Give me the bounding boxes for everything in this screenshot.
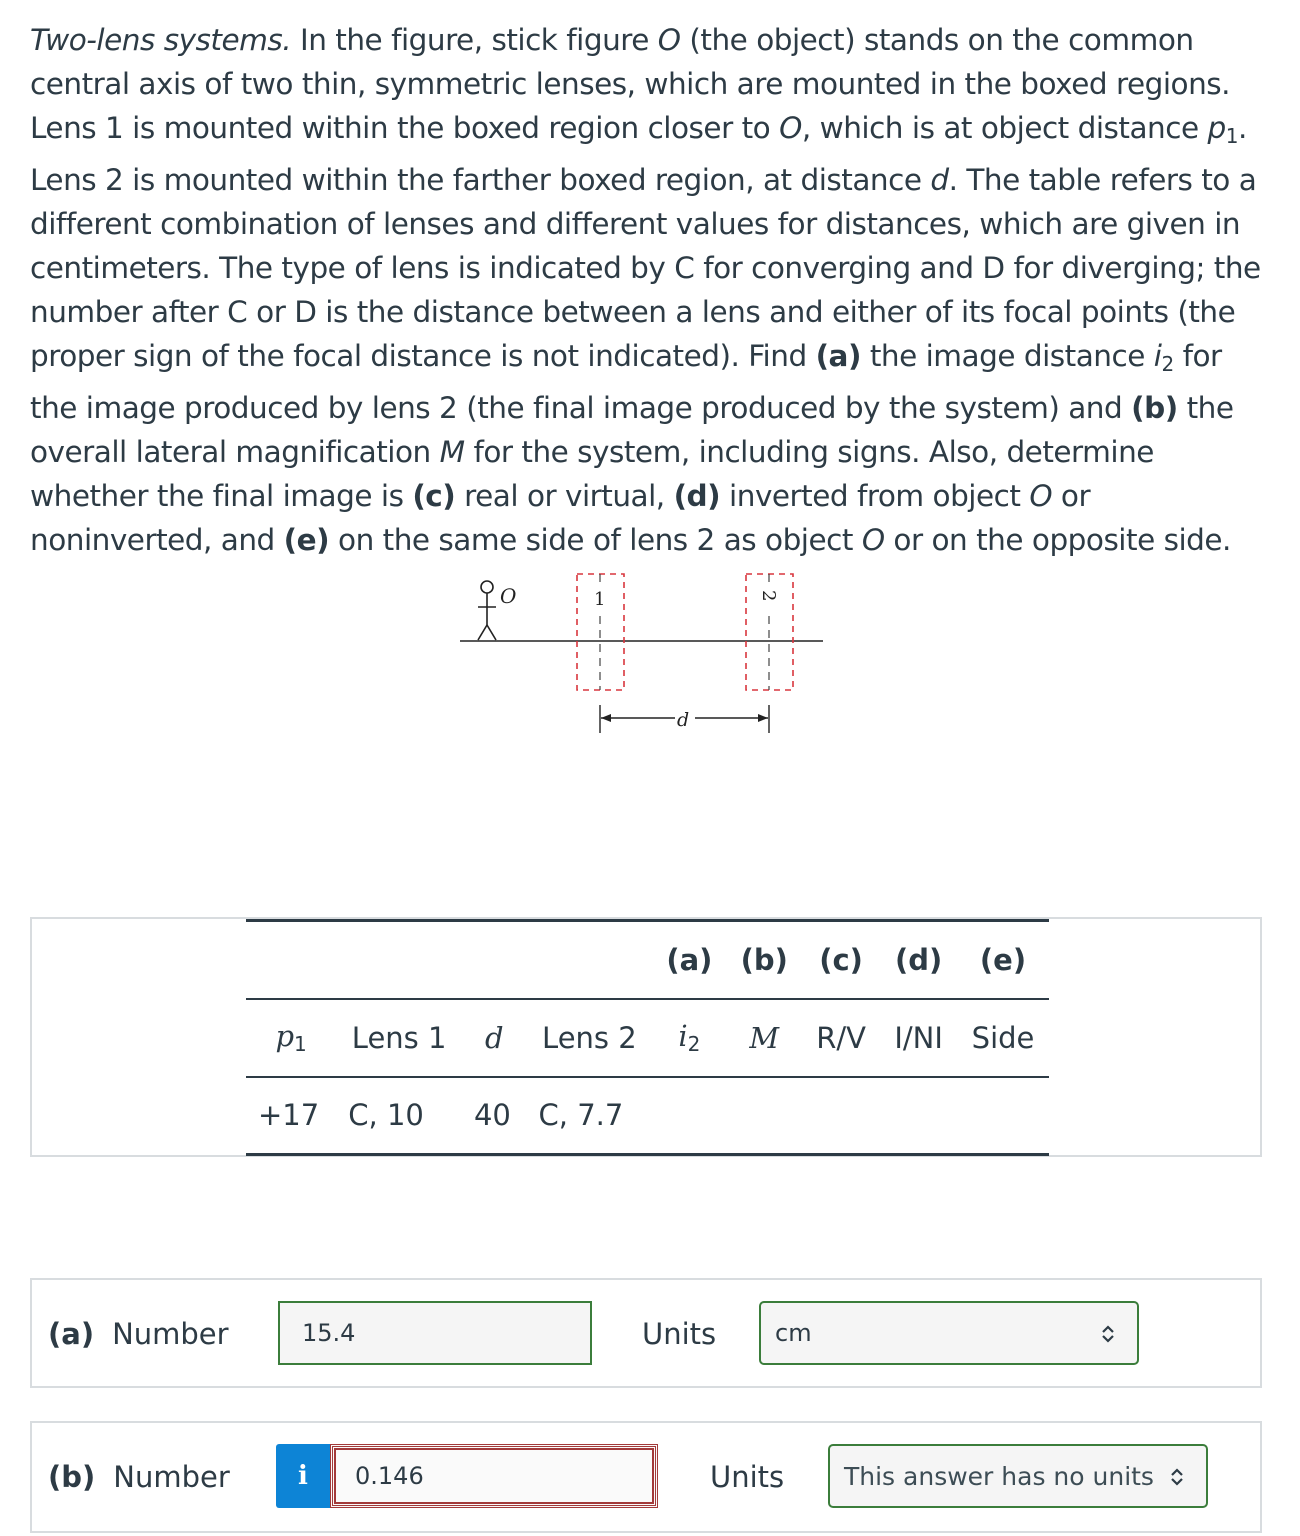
part-a-header: (a): [666, 942, 713, 977]
answer-a-units-value: cm: [775, 1319, 812, 1347]
answer-b-units-label: Units: [710, 1460, 785, 1494]
col-i2: $i_2$: [678, 1019, 701, 1056]
lens-1-label: 1: [594, 589, 606, 610]
col-p1: $p_1$: [275, 1019, 307, 1056]
part-c-header: (c): [819, 942, 863, 977]
cell-d: 40: [473, 1098, 511, 1133]
object-label: O: [500, 584, 517, 608]
info-icon[interactable]: i: [276, 1444, 330, 1508]
answer-a-units-select[interactable]: [759, 1301, 1139, 1365]
cell-p1: +17: [258, 1098, 320, 1133]
col-rv: R/V: [816, 1020, 866, 1055]
col-d: d: [484, 1020, 504, 1055]
problem-statement: Two-lens systems. In the figure, stick figure O (the object) stands on the common central axis of two thin, symmetric lenses, which are mounted in the boxed regions. Lens 1 is mounted within the boxed region closer to O, which is at object distance $p_1$. Lens 2 is mounted within the farther boxed region, at distance d. The table refers to a different combination of lenses and different values for distances, which are given in centimeters. The type of lens is indicated by C for converging and D for diverging; the number after C or D is the distance between a lens and either of its focal points (the proper sign of the focal distance is not indicated). Find (a) the image distance $i_2$ for the image produced by lens 2 (the final image produced by the system) and (b) the overall lateral magnification M for the system, including signs. Also, determine whether the final image is (c) real or virtual, (d) inverted from object O or noninverted, and (e) on the same side of lens 2 as object O or on the opposite side.: [30, 23, 1261, 557]
col-lens2: Lens 2: [542, 1020, 637, 1055]
table-row: [246, 1077, 1049, 1155]
problem-title: Two-lens systems.: [30, 23, 292, 57]
two-lens-figure: [455, 565, 830, 755]
answer-b-label: (b) Number: [48, 1460, 230, 1494]
part-d-header: (d): [894, 942, 943, 977]
table-header-row: [246, 999, 1049, 1077]
lens-data-panel: [30, 917, 1262, 1157]
stick-figure-icon: [478, 581, 496, 640]
cell-lens2: C, 7.7: [538, 1098, 624, 1133]
chevron-up-down-icon: [1097, 1323, 1119, 1345]
col-m: M: [749, 1020, 780, 1055]
table-parts-row: [246, 921, 1049, 999]
cell-lens1: C, 10: [348, 1098, 424, 1133]
part-b-header: (b): [740, 942, 788, 977]
answer-a-number-input[interactable]: 15.4: [278, 1301, 592, 1365]
lens-2-label: 2: [758, 590, 779, 602]
answer-b-panel: [30, 1421, 1262, 1533]
answer-a-label: (a) Number: [48, 1317, 229, 1351]
col-side: Side: [971, 1020, 1035, 1055]
col-ini: I/NI: [894, 1020, 943, 1055]
answer-b-units-value: This answer has no units: [844, 1461, 1154, 1491]
col-lens1: Lens 1: [351, 1020, 447, 1055]
lens-data-table: [246, 919, 1049, 1156]
part-e-header: (e): [979, 942, 1027, 977]
answer-a-units-label: Units: [642, 1317, 717, 1351]
chevron-up-down-icon: [1166, 1466, 1188, 1488]
answer-a-panel: [30, 1278, 1262, 1388]
answer-b-number-input[interactable]: 0.146: [330, 1444, 658, 1508]
distance-d-label: d: [677, 709, 690, 731]
answer-b-units-select[interactable]: [828, 1444, 1208, 1508]
